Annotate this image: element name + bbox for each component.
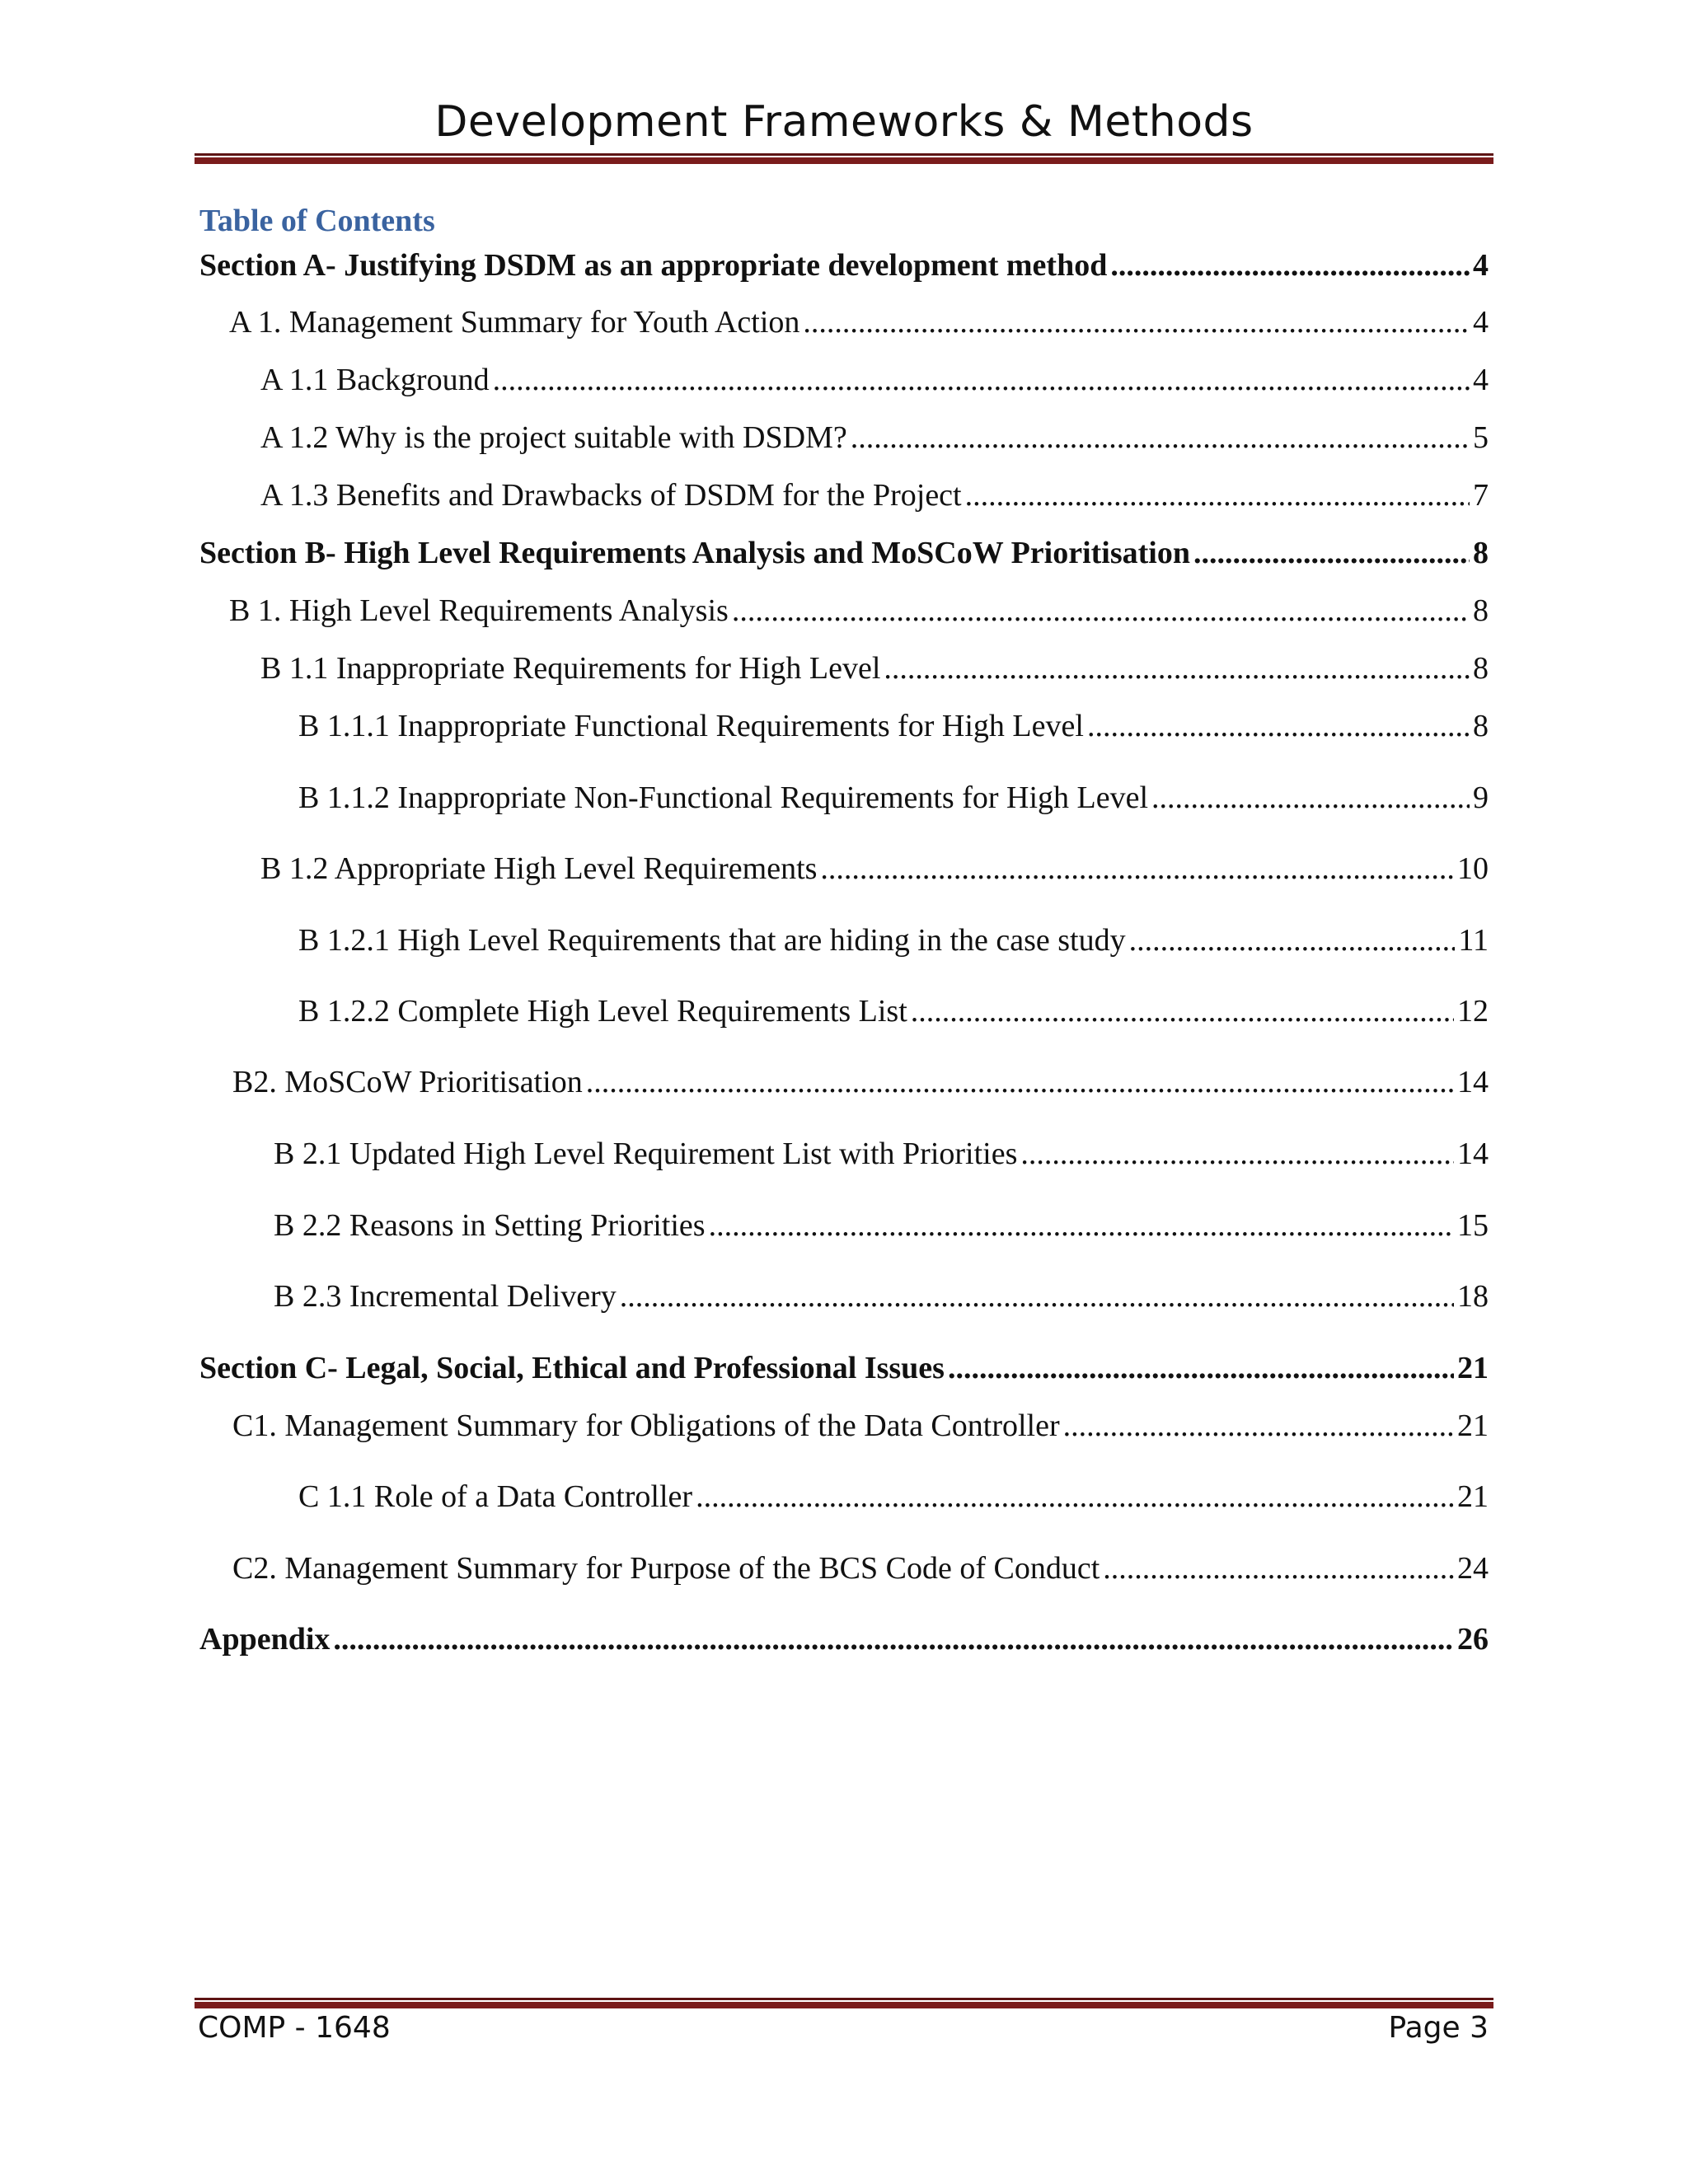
toc-entry[interactable] bbox=[298, 706, 1489, 746]
toc-entry-label: C2. Management Summary for Purpose of the BCS Code of Conduct bbox=[232, 1551, 1100, 1586]
toc-entry[interactable] bbox=[260, 418, 1489, 457]
toc-entry-label: B 2.2 Reasons in Setting Priorities bbox=[274, 1208, 706, 1243]
toc-entry-page: 9 bbox=[1473, 780, 1489, 815]
toc-entry-label: A 1.3 Benefits and Drawbacks of DSDM for the Project bbox=[260, 478, 962, 513]
toc-entry-page: 18 bbox=[1457, 1279, 1489, 1314]
dot-leader bbox=[1063, 1406, 1454, 1446]
dot-leader bbox=[911, 991, 1454, 1031]
dot-leader bbox=[820, 849, 1454, 888]
toc-entry-label: Appendix bbox=[199, 1622, 331, 1657]
dot-leader bbox=[1110, 246, 1470, 285]
toc-entry-page: 14 bbox=[1457, 1065, 1489, 1099]
dot-leader bbox=[1020, 1134, 1454, 1174]
dot-leader bbox=[696, 1477, 1454, 1516]
toc-entry-label: B 1.1.2 Inappropriate Non-Functional Requirements for High Level bbox=[298, 780, 1149, 815]
toc-entry-label: B 1.1.1 Inappropriate Functional Requirements for High Level bbox=[298, 709, 1084, 743]
toc-entry-page: 14 bbox=[1457, 1137, 1489, 1171]
toc-entry-page: 15 bbox=[1457, 1208, 1489, 1243]
toc-entry[interactable] bbox=[274, 1206, 1489, 1245]
dot-leader bbox=[1193, 533, 1470, 573]
toc-entry[interactable] bbox=[298, 1477, 1489, 1516]
dot-leader bbox=[884, 649, 1470, 688]
toc-entry[interactable] bbox=[260, 849, 1489, 888]
toc-entry-page: 21 bbox=[1457, 1408, 1489, 1443]
toc-entry[interactable] bbox=[298, 991, 1489, 1031]
dot-leader bbox=[709, 1206, 1454, 1245]
toc-entry-label: C 1.1 Role of a Data Controller bbox=[298, 1479, 693, 1514]
toc-entry-label: C1. Management Summary for Obligations of the Data Controller bbox=[232, 1408, 1060, 1443]
toc-entry-label: B2. MoSCoW Prioritisation bbox=[232, 1065, 583, 1099]
footer-rule bbox=[195, 1998, 1493, 2008]
dot-leader bbox=[1087, 706, 1470, 746]
header-title: Development Frameworks & Methods bbox=[434, 97, 1254, 147]
toc-entry-label: A 1. Management Summary for Youth Action bbox=[229, 305, 800, 340]
dot-leader bbox=[851, 418, 1470, 457]
toc-entry-label: Section C- Legal, Social, Ethical and Professional Issues bbox=[199, 1351, 945, 1385]
toc-entry-label: B 2.1 Updated High Level Requirement List with Priorities bbox=[274, 1137, 1018, 1171]
toc-entry-label: B 1.2.1 High Level Requirements that are hiding in the case study bbox=[298, 923, 1126, 958]
toc-entry-page: 26 bbox=[1457, 1622, 1489, 1657]
dot-leader bbox=[803, 302, 1470, 342]
toc-entry-page: 4 bbox=[1473, 305, 1489, 340]
dot-leader bbox=[732, 591, 1470, 630]
dot-leader bbox=[948, 1348, 1454, 1388]
dot-leader bbox=[586, 1062, 1454, 1102]
toc-entry-page: 24 bbox=[1457, 1551, 1489, 1586]
toc-entry-page: 8 bbox=[1473, 651, 1489, 686]
footer-course-code: COMP - 1648 bbox=[198, 2011, 391, 2045]
toc-entry-page: 21 bbox=[1457, 1351, 1489, 1385]
toc-entry-page: 4 bbox=[1473, 248, 1489, 283]
dot-leader bbox=[333, 1619, 1454, 1659]
toc-entry[interactable] bbox=[232, 1062, 1489, 1102]
toc-title: Table of Contents bbox=[199, 204, 435, 238]
toc-entry[interactable] bbox=[232, 1406, 1489, 1446]
dot-leader bbox=[1151, 778, 1470, 818]
toc-entry[interactable] bbox=[199, 1348, 1489, 1388]
toc-entry[interactable] bbox=[260, 649, 1489, 688]
toc-entry-page: 10 bbox=[1457, 851, 1489, 886]
toc-entry-page: 11 bbox=[1458, 923, 1489, 958]
toc-entry[interactable] bbox=[274, 1277, 1489, 1316]
toc-entry-label: B 1.1 Inappropriate Requirements for High Level bbox=[260, 651, 881, 686]
dot-leader bbox=[493, 360, 1470, 400]
toc-entry-page: 21 bbox=[1457, 1479, 1489, 1514]
toc-entry-page: 4 bbox=[1473, 363, 1489, 397]
toc-entry-page: 8 bbox=[1473, 709, 1489, 743]
toc-entry[interactable] bbox=[260, 476, 1489, 515]
toc-entry-label: B 2.3 Incremental Delivery bbox=[274, 1279, 617, 1314]
toc-entry-label: A 1.2 Why is the project suitable with DSDM? bbox=[260, 420, 847, 455]
dot-leader bbox=[1103, 1549, 1454, 1588]
toc-entry[interactable] bbox=[274, 1134, 1489, 1174]
toc-entry-page: 7 bbox=[1473, 478, 1489, 513]
toc-entry-label: B 1.2.2 Complete High Level Requirements List bbox=[298, 994, 907, 1029]
toc-entry[interactable] bbox=[229, 302, 1489, 342]
toc-entry[interactable] bbox=[199, 1619, 1489, 1659]
toc-entry[interactable] bbox=[232, 1549, 1489, 1588]
dot-leader bbox=[1129, 921, 1456, 960]
toc-entry-page: 12 bbox=[1457, 994, 1489, 1029]
toc-entry-label: B 1.2 Appropriate High Level Requirements bbox=[260, 851, 818, 886]
toc-entry-label: B 1. High Level Requirements Analysis bbox=[229, 593, 729, 628]
footer-page-number: Page 3 bbox=[1388, 2011, 1489, 2045]
toc-entry-label: A 1.1 Background bbox=[260, 363, 490, 397]
dot-leader bbox=[965, 476, 1470, 515]
toc-entry-label: Section A- Justifying DSDM as an appropriate development method bbox=[199, 248, 1108, 283]
toc-entry[interactable] bbox=[260, 360, 1489, 400]
toc-entry[interactable] bbox=[199, 533, 1489, 573]
toc-entry-page: 8 bbox=[1473, 536, 1489, 570]
toc-entry-page: 5 bbox=[1473, 420, 1489, 455]
toc-entry[interactable] bbox=[298, 921, 1489, 960]
toc-entry-page: 8 bbox=[1473, 593, 1489, 628]
dot-leader bbox=[620, 1277, 1454, 1316]
toc-entry[interactable] bbox=[298, 778, 1489, 818]
toc-entry[interactable] bbox=[199, 246, 1489, 285]
toc-entry[interactable] bbox=[229, 591, 1489, 630]
toc-entry-label: Section B- High Level Requirements Analysis and MoSCoW Prioritisation bbox=[199, 536, 1190, 570]
